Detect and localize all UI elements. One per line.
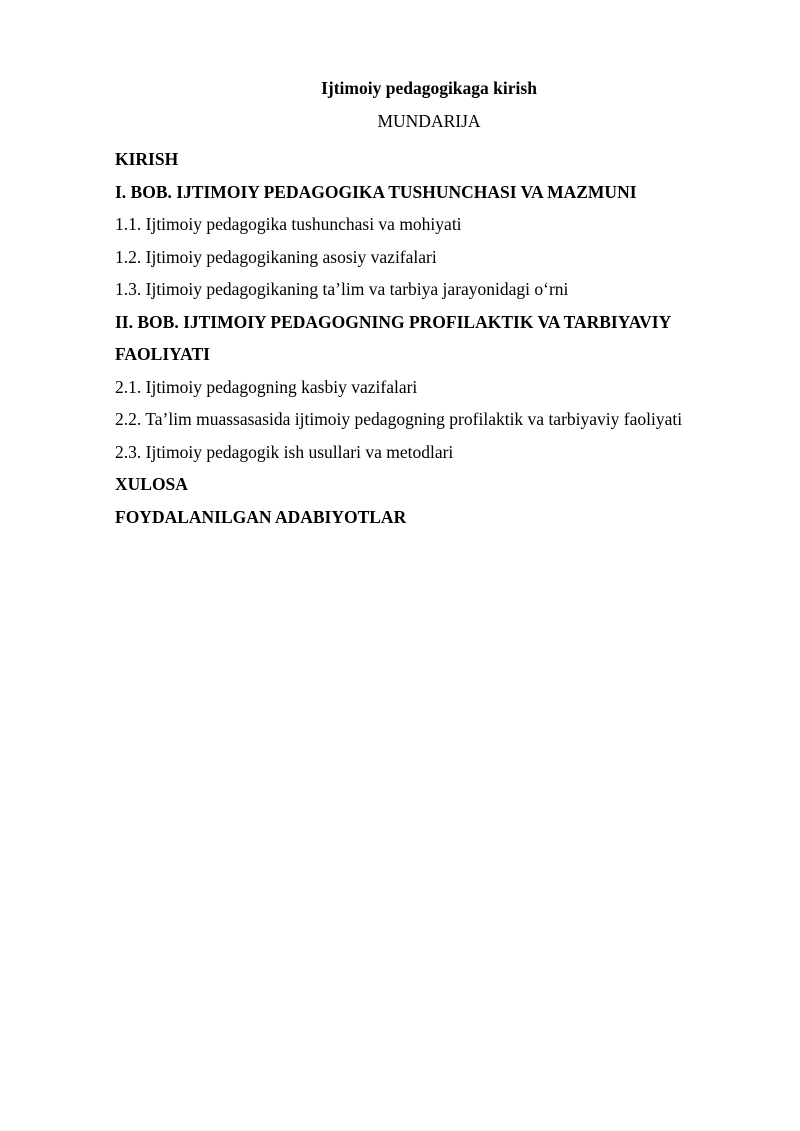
toc-entry-1-1: 1.1. Ijtimoiy pedagogika tushunchasi va mohiyati <box>115 214 462 234</box>
toc-entry-2-3: 2.3. Ijtimoiy pedagogik ish usullari va metodlari <box>115 441 454 462</box>
toc-entry-2-2: 2.2. Ta’lim muassasasida ijtimoiy pedagogning profilaktik va tarbiyaviy faoliyati <box>115 409 683 429</box>
toc-entry-1-2: 1.2. Ijtimoiy pedagogikaning asosiy vazifalari <box>115 246 437 267</box>
toc-entry-xulosa: XULOSA <box>115 474 188 494</box>
table-of-contents <box>115 143 755 533</box>
document-title: Ijtimoiy pedagogikaga kirish <box>321 78 537 98</box>
toc-entry-references: FOYDALANILGAN ADABIYOTLAR <box>115 506 407 527</box>
toc-entry-chapter-2: II. BOB. IJTIMOIY PEDAGOGNING PROFILAKTIK VA TARBIYAVIY <box>115 311 672 332</box>
toc-heading: MUNDARIJA <box>377 111 481 131</box>
toc-entry-chapter-2-continued: FAOLIYATI <box>115 344 210 364</box>
toc-entry-chapter-1: I. BOB. IJTIMOIY PEDAGOGIKA TUSHUNCHASI VA MAZMUNI <box>115 181 637 202</box>
toc-entry-2-1: 2.1. Ijtimoiy pedagogning kasbiy vazifalari <box>115 376 418 397</box>
toc-entry-kirish: KIRISH <box>115 149 179 169</box>
toc-entry-1-3: 1.3. Ijtimoiy pedagogikaning ta’lim va tarbiya jarayonidagi o‘rni <box>115 279 569 299</box>
